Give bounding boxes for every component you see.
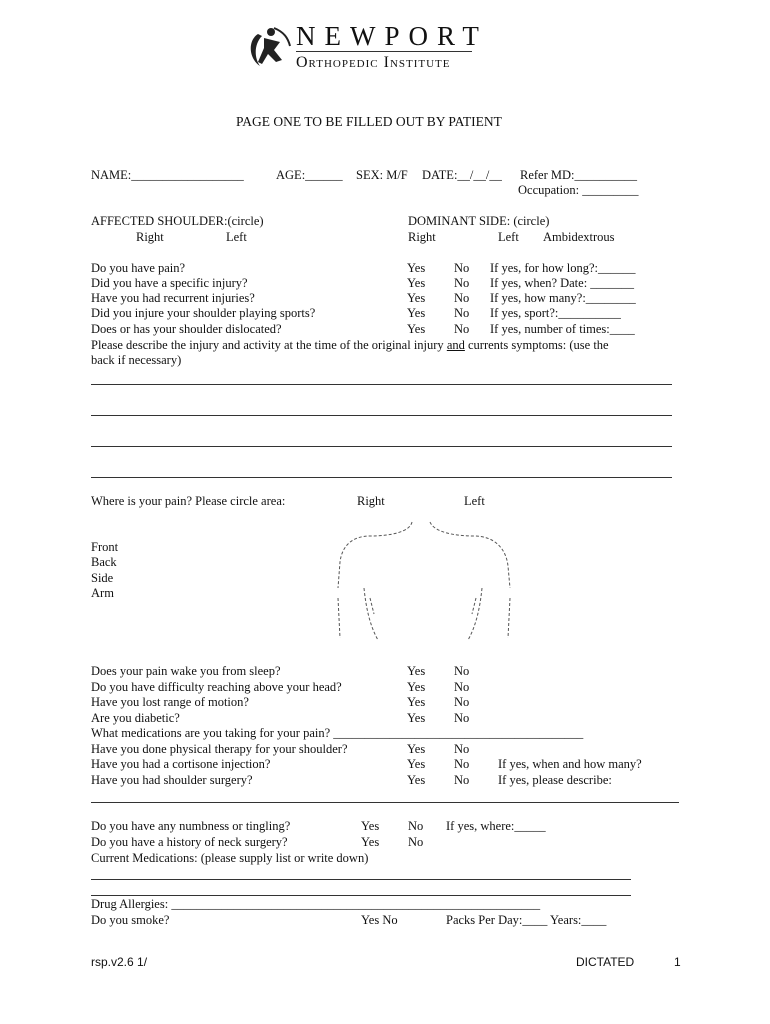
- yes-option[interactable]: Yes: [407, 695, 426, 709]
- followup-field[interactable]: If yes, when and how many?: [498, 757, 642, 771]
- question-text: Have you had a cortisone injection?: [91, 757, 271, 771]
- area-side[interactable]: Side: [91, 571, 114, 585]
- describe-and: and: [446, 338, 465, 352]
- question-text: Do you have any numbness or tingling?: [91, 819, 291, 833]
- drug-allergies-field[interactable]: Drug Allergies: ___________________________________________________________: [91, 897, 541, 911]
- refer-md-field[interactable]: Refer MD:__________: [520, 168, 637, 182]
- answer-line[interactable]: [91, 384, 672, 385]
- sex-field[interactable]: SEX: M/F: [356, 168, 408, 182]
- yes-option[interactable]: Yes: [407, 773, 426, 787]
- no-option[interactable]: No: [408, 835, 424, 849]
- smoke-yes-no-options[interactable]: Yes No: [361, 913, 398, 927]
- question-text: Have you done physical therapy for your shoulder?: [91, 742, 348, 756]
- pain-area-right[interactable]: Right: [357, 494, 385, 508]
- followup-field[interactable]: If yes, where:_____: [446, 819, 546, 833]
- question-text: Have you had recurrent injuries?: [91, 291, 255, 305]
- page-number: 1: [674, 955, 681, 969]
- no-option[interactable]: No: [454, 306, 470, 320]
- question-text: Does your pain wake you from sleep?: [91, 664, 281, 678]
- answer-line[interactable]: [91, 477, 672, 478]
- no-option[interactable]: No: [454, 695, 470, 709]
- question-text: Do you have difficulty reaching above your head?: [91, 680, 342, 694]
- no-option[interactable]: No: [454, 261, 470, 275]
- no-option[interactable]: No: [454, 773, 470, 787]
- question-text: Have you had shoulder surgery?: [91, 773, 253, 787]
- date-field[interactable]: DATE:__/__/__: [422, 168, 502, 182]
- describe-pre: Please describe the injury and activity at the time of the original injury: [91, 338, 447, 352]
- question-text: Do you smoke?: [91, 913, 170, 927]
- answer-line[interactable]: [91, 879, 631, 880]
- yes-option[interactable]: Yes: [407, 306, 426, 320]
- dominant-right-option[interactable]: Right: [408, 230, 436, 244]
- no-option[interactable]: No: [454, 276, 470, 290]
- yes-option[interactable]: Yes: [407, 742, 426, 756]
- question-text: Do you have pain?: [91, 261, 186, 275]
- no-option[interactable]: No: [454, 711, 470, 725]
- yes-option[interactable]: Yes: [407, 322, 426, 336]
- pain-area-left[interactable]: Left: [464, 494, 485, 508]
- followup-field[interactable]: If yes, number of times:____: [490, 322, 635, 336]
- yes-option[interactable]: Yes: [407, 664, 426, 678]
- answer-line[interactable]: [91, 895, 631, 896]
- answer-line[interactable]: [91, 415, 672, 416]
- affected-shoulder-label: AFFECTED SHOULDER:(circle): [91, 214, 264, 228]
- followup-field[interactable]: If yes, for how long?:______: [490, 261, 636, 275]
- area-back[interactable]: Back: [91, 555, 117, 569]
- yes-option[interactable]: Yes: [407, 680, 426, 694]
- occupation-field[interactable]: Occupation: _________: [518, 183, 639, 197]
- no-option[interactable]: No: [454, 664, 470, 678]
- logo-line1: NEWPORT: [296, 21, 488, 51]
- dominant-left-option[interactable]: Left: [498, 230, 519, 244]
- dictated-label: DICTATED: [576, 955, 635, 969]
- area-arm[interactable]: Arm: [91, 586, 114, 600]
- no-option[interactable]: No: [454, 322, 470, 336]
- area-front[interactable]: Front: [91, 540, 119, 554]
- answer-line[interactable]: [91, 446, 672, 447]
- age-field[interactable]: AGE:______: [276, 168, 343, 182]
- yes-option[interactable]: Yes: [407, 711, 426, 725]
- pain-medications-field[interactable]: What medications are you taking for your pain? ________________________________________: [91, 726, 584, 740]
- current-medications-label: Current Medications: (please supply list or write down): [91, 851, 369, 865]
- page-title: PAGE ONE TO BE FILLED OUT BY PATIENT: [236, 114, 502, 129]
- shoulder-diagram-icon: [330, 518, 520, 644]
- question-text: Did you have a specific injury?: [91, 276, 248, 290]
- question-text: Did you injure your shoulder playing sports?: [91, 306, 316, 320]
- yes-option[interactable]: Yes: [361, 835, 380, 849]
- yes-option[interactable]: Yes: [407, 757, 426, 771]
- name-field[interactable]: NAME:__________________: [91, 168, 244, 182]
- no-option[interactable]: No: [454, 291, 470, 305]
- dominant-ambidextrous-option[interactable]: Ambidextrous: [543, 230, 615, 244]
- followup-field[interactable]: If yes, how many?:________: [490, 291, 636, 305]
- affected-right-option[interactable]: Right: [136, 230, 164, 244]
- logo-figure-icon: [244, 24, 294, 72]
- logo-line2: Orthopedic Institute: [296, 54, 451, 71]
- dominant-side-label: DOMINANT SIDE: (circle): [408, 214, 550, 228]
- question-text: Have you lost range of motion?: [91, 695, 249, 709]
- yes-option[interactable]: Yes: [407, 276, 426, 290]
- affected-left-option[interactable]: Left: [226, 230, 247, 244]
- yes-option[interactable]: Yes: [407, 261, 426, 275]
- describe-post: currents symptoms: (use the: [464, 338, 609, 352]
- question-text: Do you have a history of neck surgery?: [91, 835, 288, 849]
- no-option[interactable]: No: [408, 819, 424, 833]
- describe-injury-line1: [91, 338, 609, 353]
- followup-field[interactable]: If yes, please describe:: [498, 773, 612, 787]
- no-option[interactable]: No: [454, 757, 470, 771]
- pain-area-label: Where is your pain? Please circle area:: [91, 494, 286, 508]
- followup-field[interactable]: If yes, when? Date: _______: [490, 276, 635, 290]
- logo-divider: [296, 51, 472, 52]
- answer-line[interactable]: [91, 802, 679, 803]
- no-option[interactable]: No: [454, 742, 470, 756]
- yes-option[interactable]: Yes: [407, 291, 426, 305]
- describe-injury-line2: back if necessary): [91, 353, 182, 367]
- question-text: Does or has your shoulder dislocated?: [91, 322, 282, 336]
- packs-years-field[interactable]: Packs Per Day:____ Years:____: [446, 913, 607, 927]
- no-option[interactable]: No: [454, 680, 470, 694]
- yes-option[interactable]: Yes: [361, 819, 380, 833]
- question-text: Are you diabetic?: [91, 711, 180, 725]
- followup-field[interactable]: If yes, sport?:__________: [490, 306, 621, 320]
- version-label: rsp.v2.6 1/: [91, 955, 148, 969]
